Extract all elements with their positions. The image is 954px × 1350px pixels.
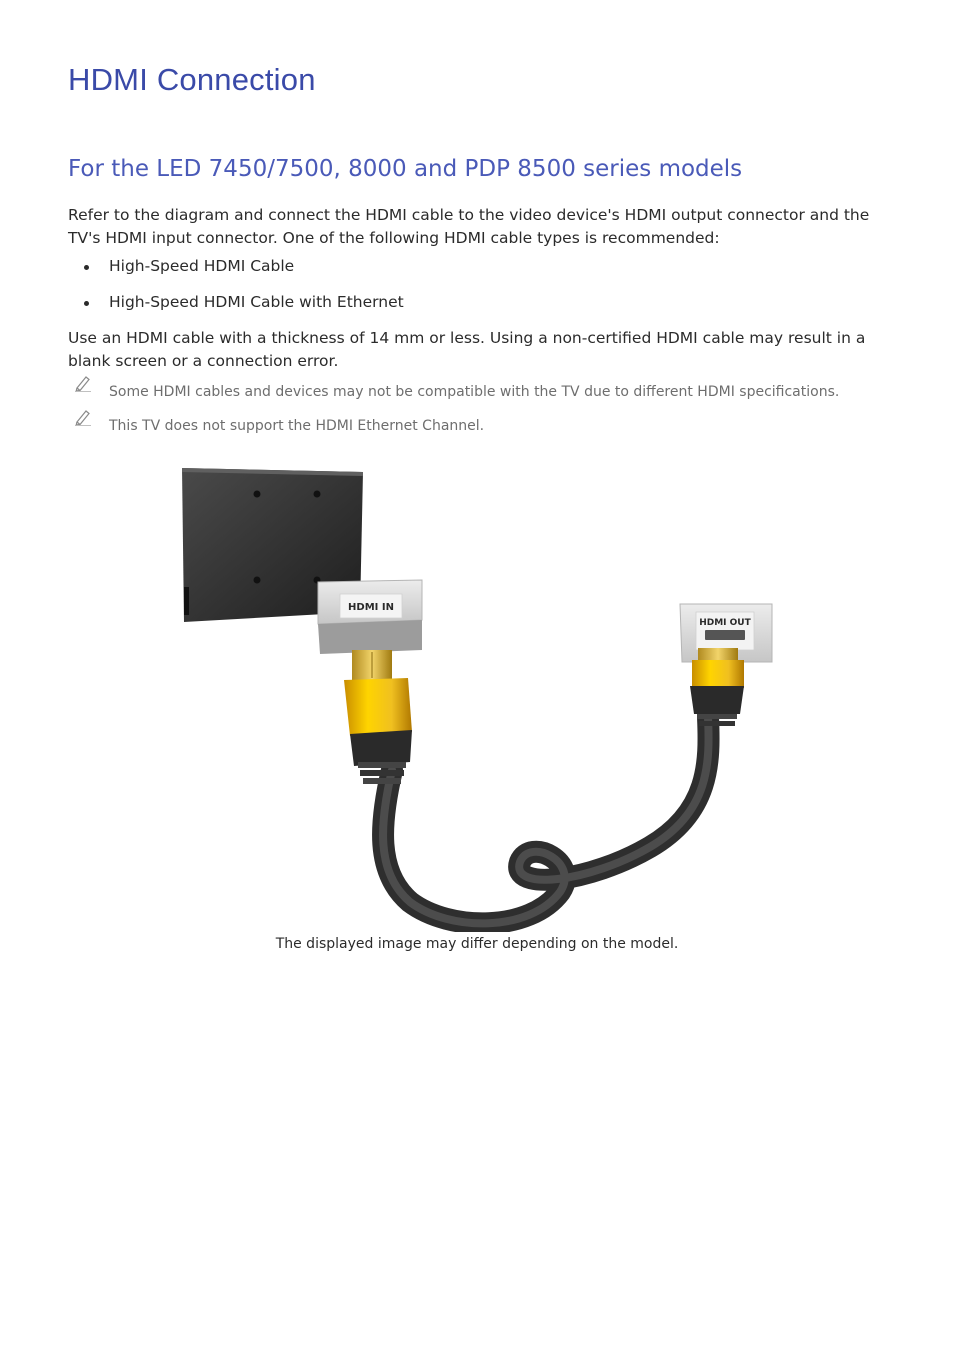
- bullet-icon: [84, 265, 89, 270]
- thickness-paragraph: Use an HDMI cable with a thickness of 14 mm or less. Using a non-certified HDMI cable may result in a blank screen or a connection error.: [68, 329, 866, 370]
- cable-type-label: High-Speed HDMI Cable: [109, 257, 295, 275]
- note-text: This TV does not support the HDMI Ethernet Channel.: [109, 418, 485, 434]
- hdmi-in-label: HDMI IN: [348, 602, 394, 613]
- hdmi-cable: [383, 717, 709, 923]
- page-title: HDMI Connection: [68, 62, 316, 97]
- hdmi-connection-diagram: [170, 462, 790, 932]
- hdmi-out-label: HDMI OUT: [699, 618, 751, 628]
- bullet-icon: [84, 301, 89, 306]
- pencil-icon: [74, 374, 92, 392]
- note-text: Some HDMI cables and devices may not be compatible with the TV due to different HDMI specifications.: [109, 384, 840, 400]
- left-hdmi-plug: [344, 650, 412, 784]
- figure-caption: The displayed image may differ depending on the model.: [275, 936, 679, 952]
- cable-type-label: High-Speed HDMI Cable with Ethernet: [109, 293, 404, 311]
- hdmi-in-port: [318, 580, 422, 654]
- list-item: [68, 255, 404, 291]
- right-hdmi-plug: [690, 648, 744, 726]
- pencil-icon: [74, 408, 92, 426]
- list-item: [68, 291, 404, 327]
- section-heading: For the LED 7450/7500, 8000 and PDP 8500 series models: [68, 156, 743, 182]
- intro-paragraph: Refer to the diagram and connect the HDMI cable to the video device's HDMI output connector and the TV's HDMI input connector. One of the following HDMI cable types is recommended:: [68, 206, 870, 247]
- cable-type-list: [68, 255, 404, 327]
